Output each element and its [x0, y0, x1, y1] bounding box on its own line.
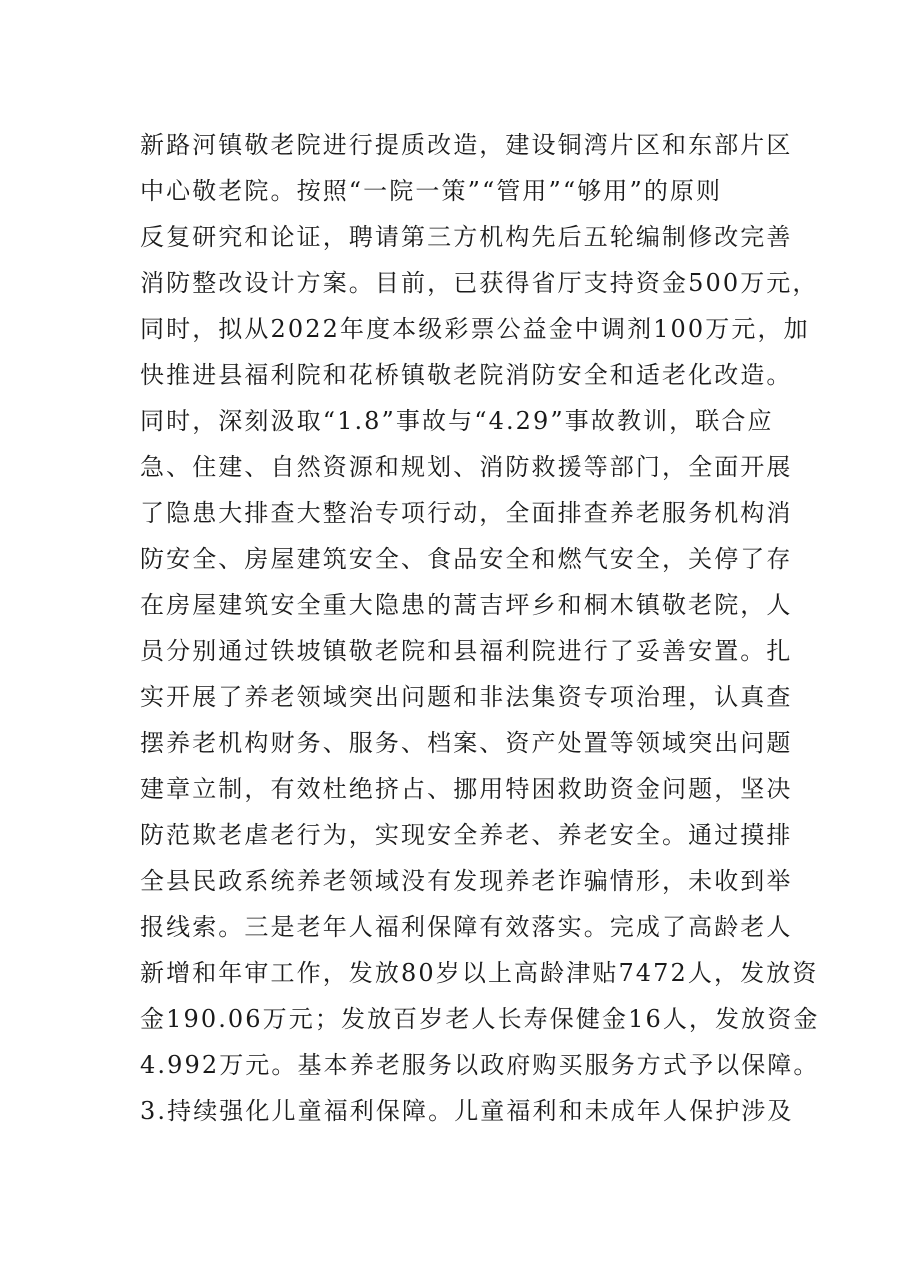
- text-line: 3.持续强化儿童福利保障。儿童福利和未成年人保护涉及: [140, 1097, 794, 1125]
- text-line: 反复研究和论证，聘请第三方机构先后五轮编制修改完善: [140, 223, 793, 251]
- text-line: 4.992万元。基本养老服务以政府购买服务方式予以保障。: [140, 1051, 820, 1079]
- text-line: 了隐患大排查大整治专项行动，全面排查养老服务机构消: [140, 499, 793, 527]
- text-line: 急、住建、自然资源和规划、消防救援等部门，全面开展: [140, 453, 793, 481]
- text-line: 同时，拟从2022年度本级彩票公益金中调剂100万元，加: [140, 315, 810, 343]
- text-line: 报线索。三是老年人福利保障有效落实。完成了高龄老人: [140, 913, 793, 941]
- text-line: 金190.06万元；发放百岁老人长寿保健金16人，发放资金: [140, 1005, 820, 1033]
- text-line: 员分别通过铁坡镇敬老院和县福利院进行了妥善安置。扎: [140, 637, 793, 665]
- text-line: 实开展了养老领域突出问题和非法集资专项治理，认真查: [140, 683, 793, 711]
- text-line: 防范欺老虐老行为，实现安全养老、养老安全。通过摸排: [140, 821, 793, 849]
- text-line: 摆养老机构财务、服务、档案、资产处置等领域突出问题: [140, 729, 793, 757]
- text-line: 在房屋建筑安全重大隐患的蒿吉坪乡和桐木镇敬老院，人: [140, 591, 793, 619]
- text-line: 消防整改设计方案。目前，已获得省厅支持资金500万元，: [140, 269, 819, 297]
- text-line: 中心敬老院。按照“一院一策”“管用”“够用”的原则: [140, 177, 723, 205]
- text-line: 新路河镇敬老院进行提质改造，建设铜湾片区和东部片区: [140, 131, 793, 159]
- text-line: 新增和年审工作，发放80岁以上高龄津贴7472人，发放资: [140, 959, 819, 987]
- text-line: 建章立制，有效杜绝挤占、挪用特困救助资金问题，坚决: [140, 775, 793, 803]
- text-line: 同时，深刻汲取“1.8”事故与“4.29”事故教训，联合应: [140, 407, 774, 435]
- body-text: [140, 122, 820, 1134]
- text-line: 防安全、房屋建筑安全、食品安全和燃气安全，关停了存: [140, 545, 793, 573]
- text-line: 快推进县福利院和花桥镇敬老院消防安全和适老化改造。: [140, 361, 793, 389]
- text-line: 全县民政系统养老领域没有发现养老诈骗情形，未收到举: [140, 867, 793, 895]
